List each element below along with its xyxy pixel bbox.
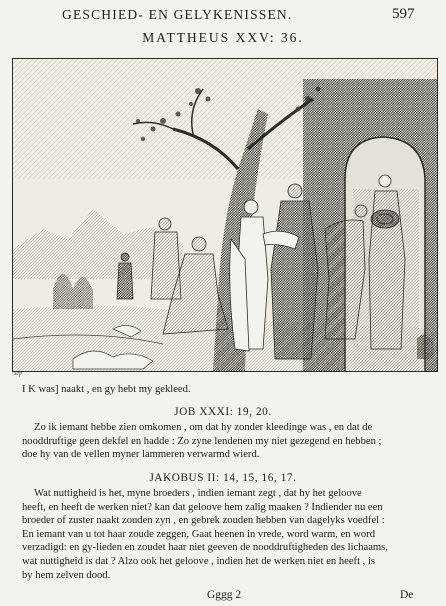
- engraving-illustration: [12, 58, 438, 372]
- job-passage: [22, 421, 432, 462]
- passage-line: Zo ik iemant hebbe zien omkomen , om dat hy zonder kleedinge was , en dat de: [34, 422, 373, 433]
- passage-line: verzadigd: en gy-lieden en zoudet haar niet geeven de nooddruftigheden des lichaams,: [22, 542, 388, 554]
- engraver-signature: scp: [14, 371, 22, 377]
- passage-line: nooddruftige geen dekfel en hadde : Zo zyne lendenen my niet gezegend en hebben ;: [22, 435, 382, 447]
- signature-mark: Gggg 2: [207, 589, 242, 601]
- jakobus-passage: [22, 487, 432, 582]
- engraving-scene: [13, 59, 437, 371]
- scripture-reference-heading: MATTHEUS XXV: 36.: [142, 30, 304, 45]
- job-reference: JOB XXXI: 19, 20.: [174, 406, 272, 418]
- passage-line: broeder of zuster naakt zouden zyn , en gebrek zouden hebben van dagelyks voedfel :: [22, 515, 385, 527]
- passage-line: En iemant van u tot haar zoude zeggen, Gaat heenen in vrede, word warm, en word: [22, 528, 375, 540]
- verse-line: I K was] naakt , en gy hebt my gekleed.: [22, 384, 191, 395]
- page-number: 597: [392, 6, 415, 22]
- passage-line: Wat nuttigheid is het, myne broeders , indien iemant zegt , dat hy het geloove: [34, 488, 362, 499]
- verse-quotation: [22, 383, 432, 397]
- running-title: GESCHIED- EN GELYKENISSEN.: [62, 7, 293, 22]
- catchword: De: [400, 589, 414, 601]
- passage-line: wat nuttigheid is dat ? Alzo ook het geloove , indien het de werken niet en heeft , is: [22, 555, 376, 567]
- passage-line: by hem zelven dood.: [22, 569, 111, 581]
- passage-line: doe hy van de vellen myner lammeren verwarmd wierd.: [22, 449, 260, 461]
- jakobus-reference: JAKOBUS II: 14, 15, 16, 17.: [149, 472, 297, 484]
- passage-line: heeft, en heeft de werken niet? kan dat geloove hem zalig maaken ? Indiender nu een: [22, 501, 383, 513]
